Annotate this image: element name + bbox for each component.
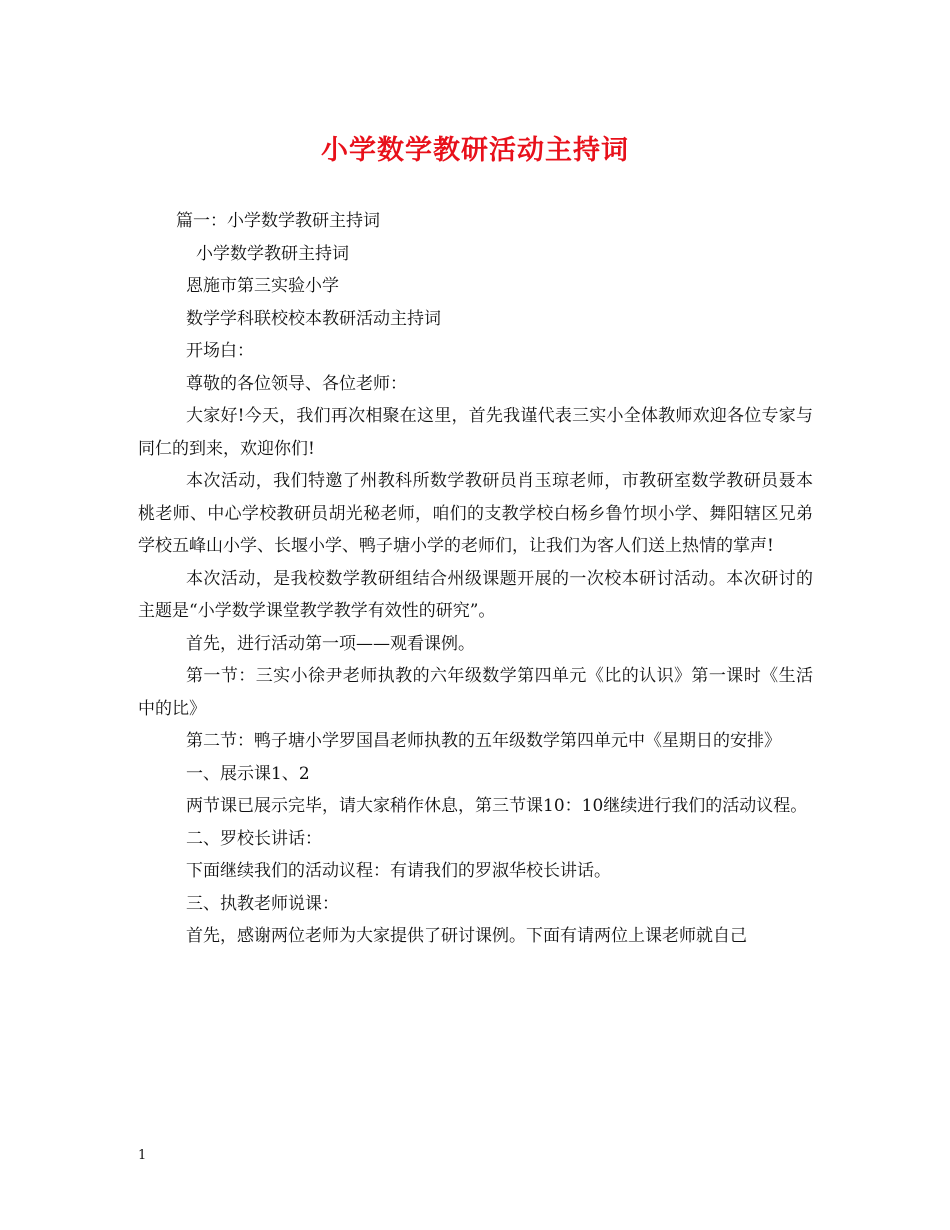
document-title: 小学数学教研活动主持词 bbox=[321, 135, 629, 166]
paragraph-first-item: 首先，进行活动第一项——观看课例。 bbox=[186, 633, 475, 654]
paragraph-opening-label: 开场白： bbox=[186, 341, 254, 361]
paragraph-principal-speech: 下面继续我们的活动议程：有请我们的罗淑华校长讲话。 bbox=[186, 861, 611, 881]
paragraph-salutation: 尊敬的各位领导、各位老师： bbox=[186, 373, 407, 394]
paragraph-activity-name: 数学学科联校校本教研活动主持词 bbox=[186, 308, 441, 329]
paragraph-thanks: 首先，感谢两位老师为大家提供了研讨课例。下面有请两位上课老师就自己 bbox=[186, 926, 747, 946]
paragraph-break: 两节课已展示完毕，请大家稍作休息，第三节课10：10继续进行我们的活动议程。 bbox=[186, 796, 808, 816]
paragraph-school-name: 恩施市第三实验小学 bbox=[186, 276, 339, 296]
document-body bbox=[138, 205, 813, 953]
paragraph-theme: 本次活动，是我校数学教研组结合州级课题开展的一次校本研讨活动。本次研讨的主题是“小学数学课堂教学教学有效性的研究”。 bbox=[138, 568, 813, 621]
paragraph-welcome: 大家好!今天，我们再次相聚在这里，首先我谨代表三实小全体教师欢迎各位专家与同仁的到来，欢迎你们! bbox=[138, 406, 813, 459]
paragraph-section-heading: 篇一：小学数学教研主持词 bbox=[176, 211, 380, 231]
paragraph-guests: 本次活动，我们特邀了州教科所数学教研员肖玉琼老师，市教研室数学教研员聂本桃老师、中心学校教研员胡光秘老师，咱们的支教学校白杨乡鲁竹坝小学、舞阳辖区兄弟学校五峰山小学、长堰小学、鸭子塘小学的老师们，让我们为客人们送上热情的掌声! bbox=[138, 471, 813, 556]
paragraph-item-three: 三、执教老师说课： bbox=[186, 893, 339, 914]
paragraph-item-two: 二、罗校长讲话： bbox=[186, 828, 322, 849]
paragraph-lesson-one: 第一节：三实小徐尹老师执教的六年级数学第四单元《比的认识》第一课时《生活中的比》 bbox=[138, 666, 813, 719]
paragraph-subtitle: 小学数学教研主持词 bbox=[196, 243, 349, 264]
paragraph-item-one: 一、展示课1、2 bbox=[186, 763, 310, 784]
page-number: 1 bbox=[138, 1148, 147, 1163]
paragraph-lesson-two: 第二节：鸭子塘小学罗国昌老师执教的五年级数学第四单元中《星期日的安排》 bbox=[186, 731, 781, 751]
